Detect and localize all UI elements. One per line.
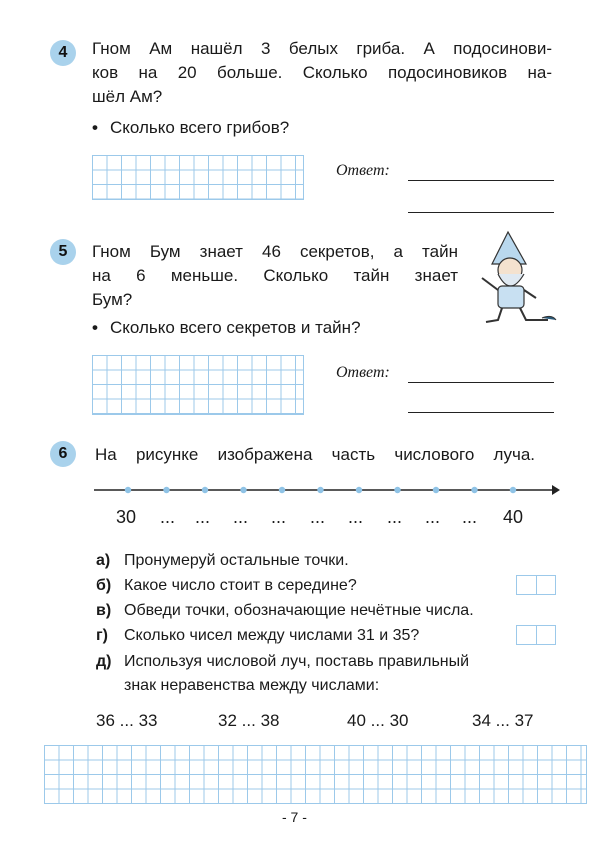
task-6-text: На рисунке изображена часть числового луча. bbox=[95, 445, 535, 464]
task-4-question-text: Сколько всего грибов? bbox=[110, 118, 290, 137]
subtask-a-text: Пронумеруй остальные точки. bbox=[124, 552, 349, 569]
numberline-gap-4: ... bbox=[271, 507, 287, 527]
task-5-text bbox=[92, 240, 458, 312]
task-5-answer-line-1[interactable] bbox=[408, 382, 554, 383]
inequality-4[interactable] bbox=[472, 711, 533, 731]
subtask-d-cont bbox=[124, 675, 379, 697]
ineq-3-sep: ... bbox=[370, 711, 385, 730]
subtask-a bbox=[96, 550, 349, 572]
ray-point[interactable] bbox=[471, 487, 477, 493]
task-5-line-2: на 6 меньше. Сколько тайн знает bbox=[92, 266, 458, 285]
ray-point[interactable] bbox=[356, 487, 362, 493]
task-5-question-text: Сколько всего секретов и тайн? bbox=[110, 318, 361, 337]
ray-point[interactable] bbox=[163, 487, 169, 493]
inequality-1[interactable] bbox=[96, 711, 157, 731]
arrow-icon bbox=[552, 485, 560, 495]
gnome-icon bbox=[470, 228, 560, 328]
task-5-answer-label: Ответ: bbox=[336, 364, 390, 381]
ray-point[interactable] bbox=[394, 487, 400, 493]
ray-point[interactable] bbox=[279, 487, 285, 493]
task-5-badge: 5 bbox=[50, 239, 76, 265]
ray-point[interactable] bbox=[433, 487, 439, 493]
bullet-icon: • bbox=[92, 118, 98, 137]
ineq-3-left: 40 bbox=[347, 711, 366, 730]
bottom-grid[interactable] bbox=[44, 745, 587, 804]
task-4-answer-line-2[interactable] bbox=[408, 212, 554, 213]
numberline-start: 30 bbox=[116, 507, 137, 527]
ray-point[interactable] bbox=[240, 487, 246, 493]
ray-point[interactable] bbox=[317, 487, 323, 493]
task-4-line-3: шёл Ам? bbox=[92, 87, 163, 106]
subtask-g-text: Сколько чисел между числами 31 и 35? bbox=[124, 627, 420, 644]
subtask-b-answer-box[interactable] bbox=[516, 575, 556, 595]
subtask-g-letter: г) bbox=[96, 627, 108, 644]
ineq-3-right: 30 bbox=[389, 711, 409, 730]
ineq-4-right: 37 bbox=[514, 711, 534, 730]
task-4-text bbox=[92, 37, 552, 109]
ray-point[interactable] bbox=[125, 487, 131, 493]
ineq-2-left: 32 bbox=[218, 711, 237, 730]
ray-point[interactable] bbox=[202, 487, 208, 493]
ineq-4-sep: ... bbox=[495, 711, 510, 730]
subtask-g bbox=[96, 625, 419, 647]
ineq-2-right: 38 bbox=[260, 711, 280, 730]
bullet-icon: • bbox=[92, 318, 98, 337]
task-4-answer-line-1[interactable] bbox=[408, 180, 554, 181]
ineq-4-left: 34 bbox=[472, 711, 491, 730]
subtask-v-letter: в) bbox=[96, 602, 112, 619]
ineq-1-sep: ... bbox=[119, 711, 134, 730]
ineq-1-left: 36 bbox=[96, 711, 115, 730]
numberline-gap-5: ... bbox=[310, 507, 326, 527]
subtask-b-text: Какое число стоит в середине? bbox=[124, 577, 357, 594]
numberline-gap-6: ... bbox=[348, 507, 364, 527]
subtask-a-letter: а) bbox=[96, 552, 111, 569]
task-4-line-2: ков на 20 больше. Сколько подосиновиков на- bbox=[92, 63, 552, 82]
inequality-3[interactable] bbox=[347, 711, 408, 731]
task-4-question bbox=[92, 117, 289, 139]
numberline-gap-8: ... bbox=[425, 507, 441, 527]
subtask-d-text: Используя числовой луч, поставь правильный bbox=[124, 653, 470, 670]
numberline-gap-3: ... bbox=[233, 507, 249, 527]
task-5-answer-line-2[interactable] bbox=[408, 412, 554, 413]
task-4-line-1: Гном Ам нашёл 3 белых гриба. А подосинови- bbox=[92, 39, 552, 58]
subtask-d-letter: д) bbox=[96, 653, 112, 670]
numberline-gap-9: ... bbox=[462, 507, 478, 527]
subtask-v bbox=[96, 600, 474, 622]
numberline-gap-2: ... bbox=[195, 507, 211, 527]
subtask-b-letter: б) bbox=[96, 577, 112, 594]
numberline-gap-1: ... bbox=[160, 507, 176, 527]
subtask-g-answer-box[interactable] bbox=[516, 625, 556, 645]
task-5-line-3: Бум? bbox=[92, 290, 133, 309]
subtask-d bbox=[96, 651, 469, 673]
page-number: - 7 - bbox=[282, 809, 307, 825]
task-4-badge: 4 bbox=[50, 40, 76, 66]
subtask-b bbox=[96, 575, 357, 597]
task-5-question bbox=[92, 317, 361, 339]
numberline-gap-7: ... bbox=[387, 507, 403, 527]
subtask-v-text: Обведи точки, обозначающие нечётные числа. bbox=[124, 602, 474, 619]
ineq-2-sep: ... bbox=[241, 711, 256, 730]
ray-point[interactable] bbox=[510, 487, 516, 493]
task-4-answer-label: Ответ: bbox=[336, 162, 390, 179]
task-5-line-1: Гном Бум знает 46 секретов, а тайн bbox=[92, 242, 458, 261]
ineq-1-right: 33 bbox=[138, 711, 158, 730]
inequality-2[interactable] bbox=[218, 711, 279, 731]
number-ray bbox=[92, 480, 562, 500]
task-4-grid[interactable] bbox=[92, 155, 304, 200]
subtask-d-cont-text: знак неравенства между числами: bbox=[124, 677, 380, 694]
task-6-badge: 6 bbox=[50, 441, 76, 467]
task-5-grid[interactable] bbox=[92, 355, 304, 415]
numberline-end: 40 bbox=[503, 507, 524, 527]
